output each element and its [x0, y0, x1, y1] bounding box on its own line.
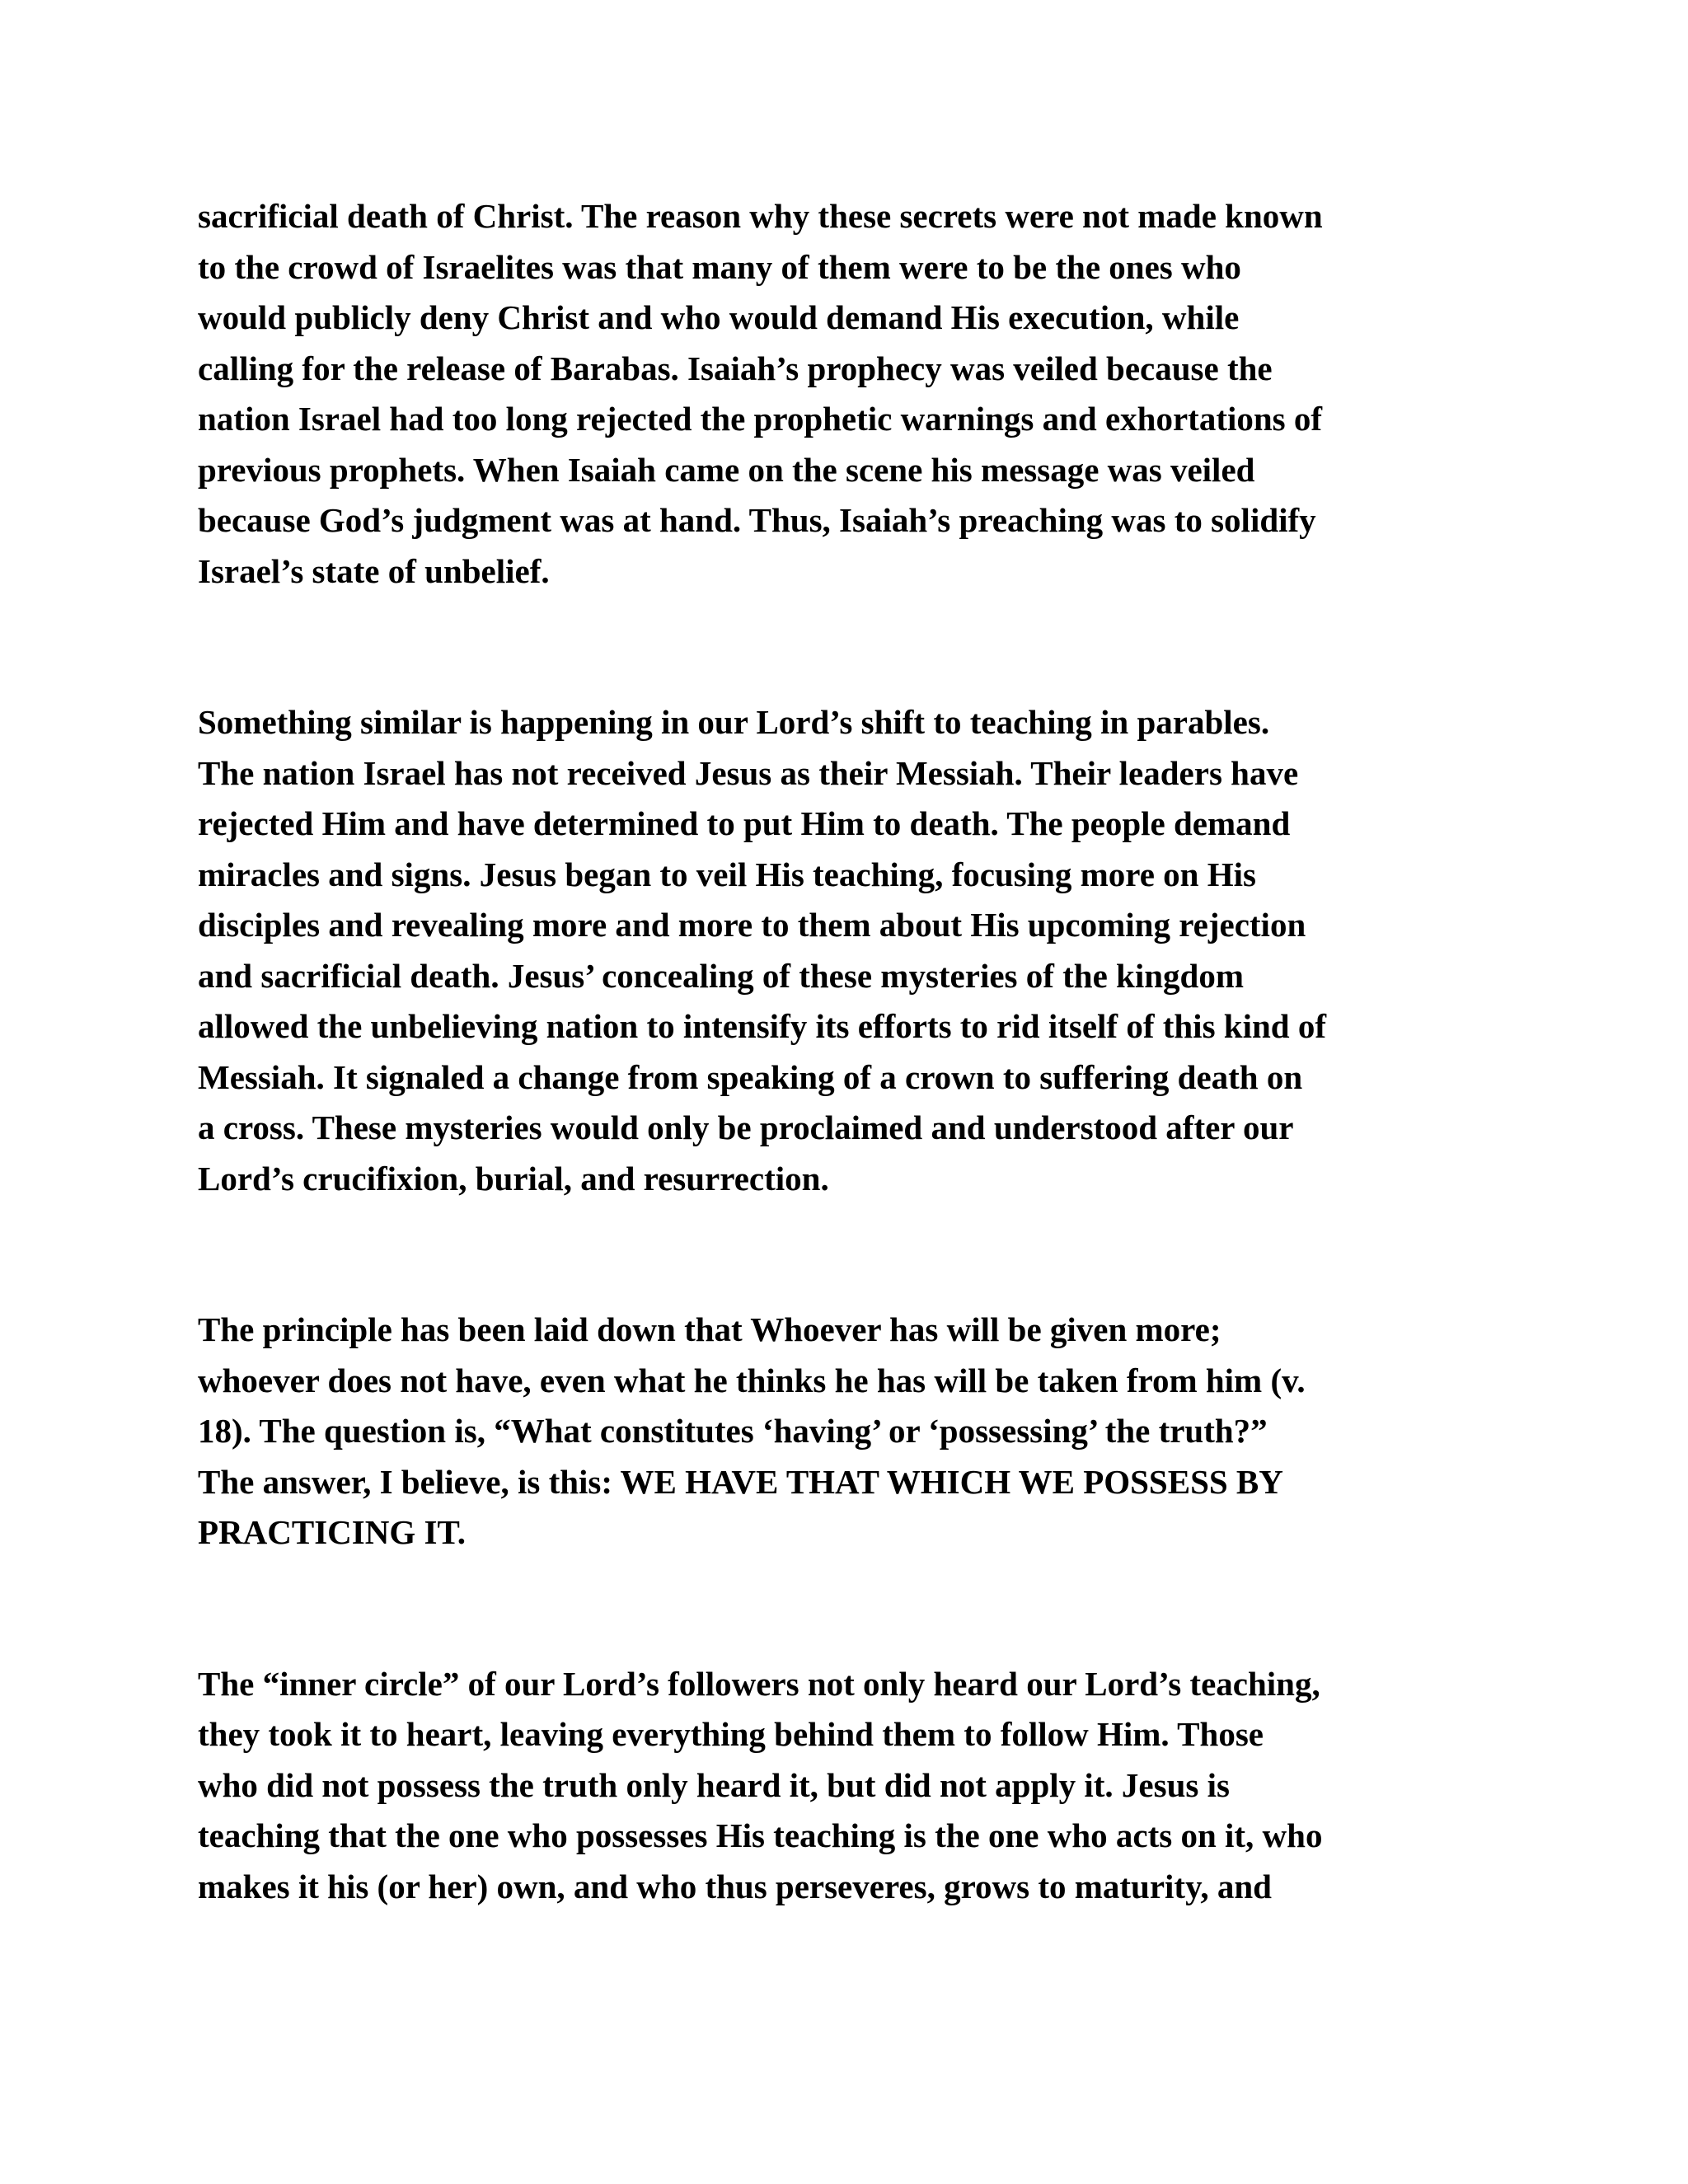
- text-line: allowed the unbelieving nation to intensify its efforts to rid itself of this kind of: [198, 1007, 1326, 1045]
- document-body: [198, 191, 1492, 1912]
- paragraph-gap: [198, 597, 1492, 697]
- paragraph-inner-circle: [198, 1659, 1492, 1913]
- paragraph-gap: [198, 1558, 1492, 1659]
- text-line: whoever does not have, even what he thinks he has will be taken from him (v.: [198, 1361, 1306, 1399]
- text-line: teaching that the one who possesses His teaching is the one who acts on it, who: [198, 1816, 1323, 1854]
- text-line: The principle has been laid down that Whoever has will be given more;: [198, 1310, 1221, 1348]
- text-line: Something similar is happening in our Lord’s shift to teaching in parables.: [198, 703, 1270, 741]
- text-line: makes it his (or her) own, and who thus perseveres, grows to maturity, and: [198, 1867, 1272, 1905]
- text-line: would publicly deny Christ and who would demand His execution, while: [198, 298, 1240, 336]
- text-line: nation Israel had too long rejected the prophetic warnings and exhortations of: [198, 400, 1323, 438]
- text-line: Lord’s crucifixion, burial, and resurrection.: [198, 1159, 829, 1197]
- text-line: rejected Him and have determined to put Him to death. The people demand: [198, 804, 1291, 842]
- text-line: calling for the release of Barabas. Isaiah’s prophecy was veiled because the: [198, 349, 1273, 387]
- text-line: disciples and revealing more and more to them about His upcoming rejection: [198, 906, 1306, 944]
- text-line: 18). The question is, “What constitutes ‘having’ or ‘possessing’ the truth?”: [198, 1412, 1268, 1450]
- paragraph-parables-shift: [198, 697, 1492, 1204]
- text-line: The nation Israel has not received Jesus as their Messiah. Their leaders have: [198, 753, 1299, 792]
- text-line: they took it to heart, leaving everything behind them to follow Him. Those: [198, 1715, 1264, 1753]
- text-line: PRACTICING IT.: [198, 1513, 466, 1551]
- text-line: miracles and signs. Jesus began to veil His teaching, focusing more on His: [198, 855, 1256, 893]
- text-line: sacrificial death of Christ. The reason why these secrets were not made known: [198, 197, 1323, 235]
- text-line: previous prophets. When Isaiah came on the scene his message was veiled: [198, 450, 1255, 489]
- text-line: because God’s judgment was at hand. Thus, Isaiah’s preaching was to solidify: [198, 501, 1316, 539]
- text-line: Messiah. It signaled a change from speaking of a crown to suffering death on: [198, 1057, 1303, 1096]
- text-line: Israel’s state of unbelief.: [198, 551, 550, 590]
- paragraph-gap: [198, 1204, 1492, 1305]
- text-line: to the crowd of Israelites was that many of them were to be the ones who: [198, 247, 1241, 286]
- text-line: a cross. These mysteries would only be proclaimed and understood after our: [198, 1108, 1294, 1146]
- text-line: who did not possess the truth only heard it, but did not apply it. Jesus is: [198, 1765, 1230, 1804]
- text-line: and sacrificial death. Jesus’ concealing of these mysteries of the kingdom: [198, 956, 1244, 995]
- text-line: The “inner circle” of our Lord’s followers not only heard our Lord’s teaching,: [198, 1664, 1320, 1703]
- text-line: The answer, I believe, is this: WE HAVE THAT WHICH WE POSSESS BY: [198, 1462, 1283, 1501]
- paragraph-isaiah-veiled: [198, 191, 1492, 597]
- paragraph-principle: [198, 1305, 1492, 1558]
